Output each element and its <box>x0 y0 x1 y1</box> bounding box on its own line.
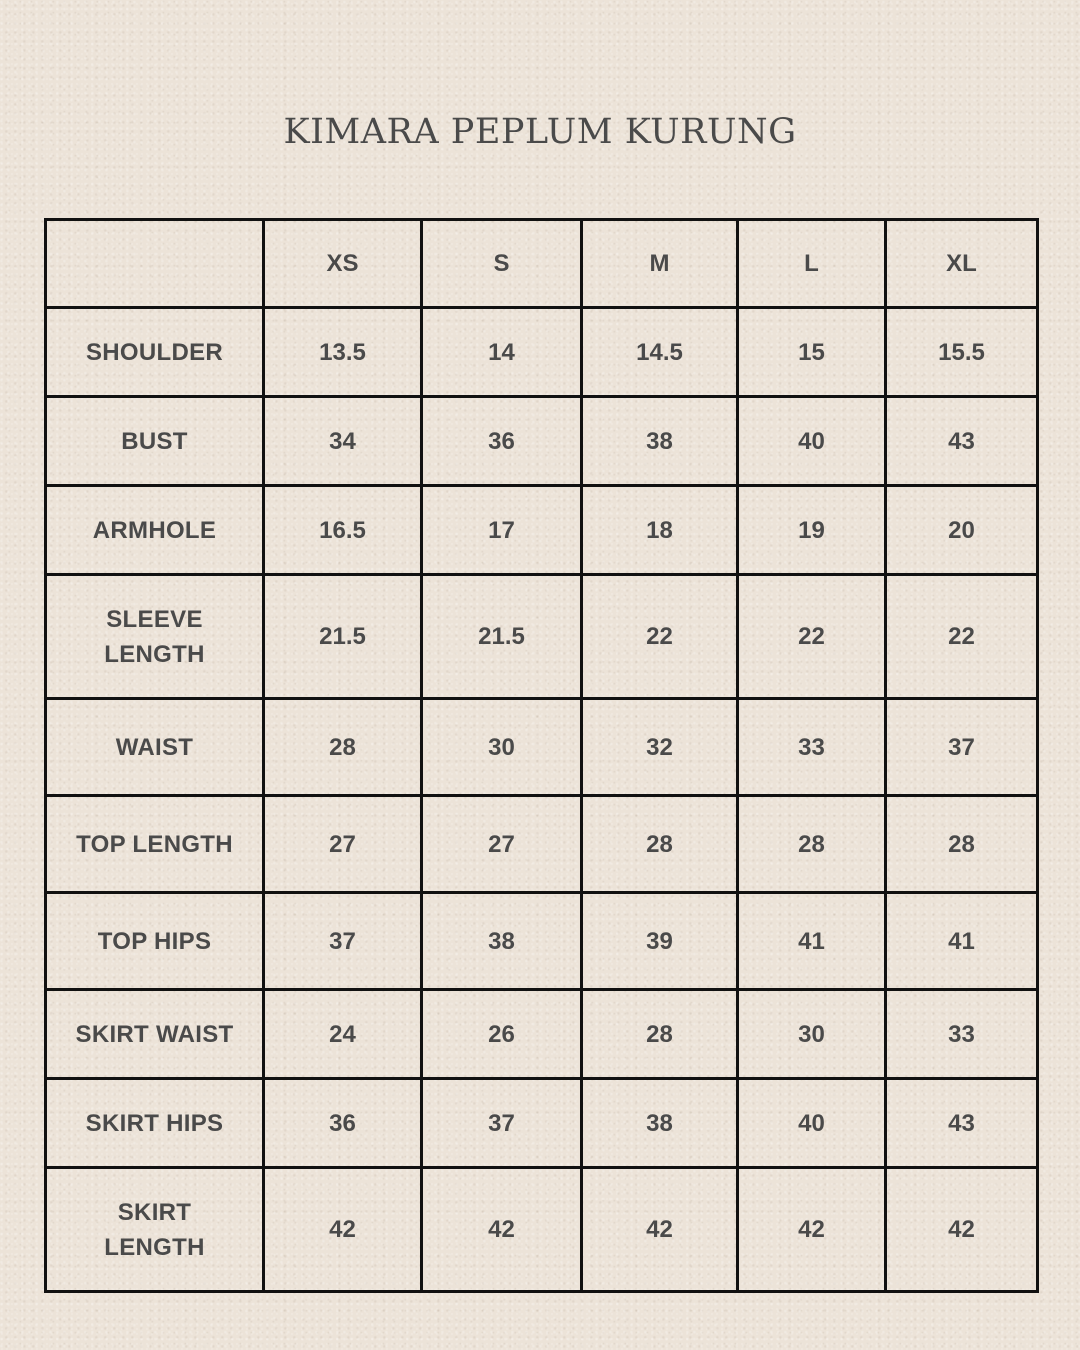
table-row <box>46 990 1038 1079</box>
measurement-cell: 27 <box>422 796 582 893</box>
size-header: M <box>582 220 738 308</box>
measurement-cell: 19 <box>738 486 886 575</box>
row-label: SKIRT WAIST <box>46 990 264 1079</box>
measurement-cell: 28 <box>886 796 1038 893</box>
measurement-cell: 36 <box>422 397 582 486</box>
row-label: WAIST <box>46 699 264 796</box>
measurement-cell: 27 <box>264 796 422 893</box>
measurement-cell: 26 <box>422 990 582 1079</box>
measurement-cell: 22 <box>582 575 738 699</box>
table-row <box>46 699 1038 796</box>
measurement-cell: 38 <box>582 397 738 486</box>
table-row <box>46 796 1038 893</box>
measurement-cell: 22 <box>738 575 886 699</box>
measurement-cell: 20 <box>886 486 1038 575</box>
measurement-cell: 38 <box>582 1079 738 1168</box>
measurement-cell: 36 <box>264 1079 422 1168</box>
row-label: BUST <box>46 397 264 486</box>
measurement-cell: 33 <box>738 699 886 796</box>
table-row <box>46 486 1038 575</box>
measurement-cell: 32 <box>582 699 738 796</box>
measurement-cell: 14.5 <box>582 308 738 397</box>
row-label: TOP LENGTH <box>46 796 264 893</box>
measurement-cell: 42 <box>264 1168 422 1292</box>
row-label: SKIRT HIPS <box>46 1079 264 1168</box>
header-row <box>46 220 1038 308</box>
measurement-cell: 43 <box>886 1079 1038 1168</box>
measurement-cell: 21.5 <box>264 575 422 699</box>
table-row <box>46 1168 1038 1292</box>
measurement-cell: 39 <box>582 893 738 990</box>
measurement-cell: 22 <box>886 575 1038 699</box>
measurement-cell: 18 <box>582 486 738 575</box>
row-label: SHOULDER <box>46 308 264 397</box>
measurement-cell: 13.5 <box>264 308 422 397</box>
measurement-cell: 30 <box>422 699 582 796</box>
measurement-cell: 37 <box>422 1079 582 1168</box>
measurement-cell: 42 <box>738 1168 886 1292</box>
measurement-cell: 15.5 <box>886 308 1038 397</box>
size-chart-table <box>44 218 1039 1293</box>
table-row <box>46 1079 1038 1168</box>
measurement-cell: 37 <box>886 699 1038 796</box>
size-header: XL <box>886 220 1038 308</box>
row-label: ARMHOLE <box>46 486 264 575</box>
measurement-cell: 37 <box>264 893 422 990</box>
table-row <box>46 308 1038 397</box>
measurement-cell: 42 <box>886 1168 1038 1292</box>
table-row <box>46 575 1038 699</box>
measurement-cell: 16.5 <box>264 486 422 575</box>
measurement-cell: 15 <box>738 308 886 397</box>
measurement-cell: 38 <box>422 893 582 990</box>
measurement-cell: 24 <box>264 990 422 1079</box>
size-header: S <box>422 220 582 308</box>
row-label: SKIRT LENGTH <box>46 1168 264 1292</box>
measurement-cell: 14 <box>422 308 582 397</box>
measurement-cell: 28 <box>582 990 738 1079</box>
measurement-cell: 43 <box>886 397 1038 486</box>
row-label: SLEEVE LENGTH <box>46 575 264 699</box>
corner-cell <box>46 220 264 308</box>
measurement-cell: 28 <box>582 796 738 893</box>
measurement-cell: 41 <box>886 893 1038 990</box>
measurement-cell: 28 <box>264 699 422 796</box>
measurement-cell: 42 <box>582 1168 738 1292</box>
measurement-cell: 40 <box>738 397 886 486</box>
measurement-cell: 41 <box>738 893 886 990</box>
measurement-cell: 33 <box>886 990 1038 1079</box>
measurement-cell: 34 <box>264 397 422 486</box>
measurement-cell: 17 <box>422 486 582 575</box>
measurement-cell: 40 <box>738 1079 886 1168</box>
page-title: KIMARA PEPLUM KURUNG <box>283 112 797 152</box>
table-row <box>46 397 1038 486</box>
measurement-cell: 21.5 <box>422 575 582 699</box>
size-header: L <box>738 220 886 308</box>
measurement-cell: 30 <box>738 990 886 1079</box>
size-header: XS <box>264 220 422 308</box>
measurement-cell: 28 <box>738 796 886 893</box>
measurement-cell: 42 <box>422 1168 582 1292</box>
table-row <box>46 893 1038 990</box>
row-label: TOP HIPS <box>46 893 264 990</box>
